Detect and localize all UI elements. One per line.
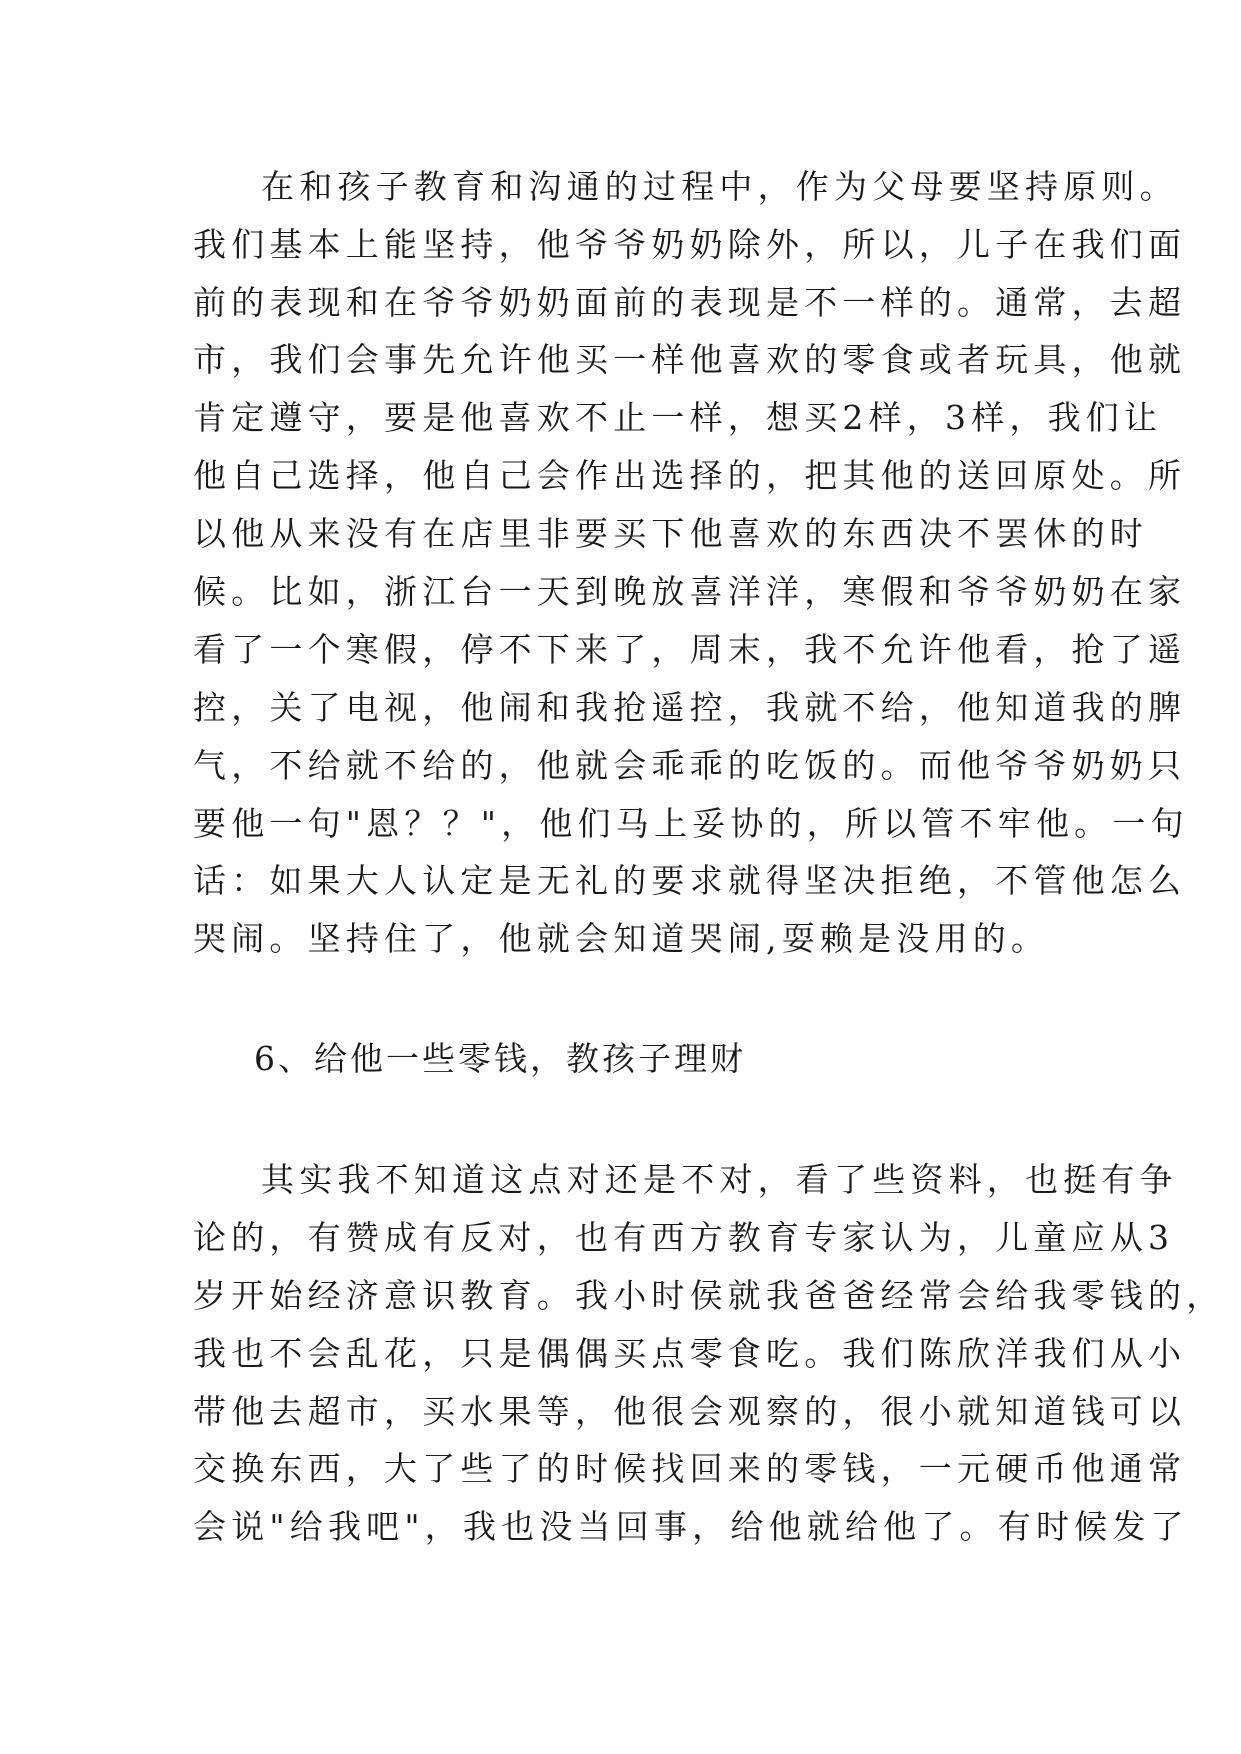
- paragraph-2-line-4: 我也不会乱花，只是偶偶买点零食吃。我们陈欣洋我们从小: [193, 1334, 1187, 1373]
- paragraph-2-line-3: 岁开始经济意识教育。我小时侯就我爸爸经常会给我零钱的，: [193, 1276, 1225, 1315]
- paragraph-1-line-2: 我们基本上能坚持，他爷爷奶奶除外，所以，儿子在我们面: [193, 225, 1187, 264]
- paragraph-1-line-4: 市，我们会事先允许他买一样他喜欢的零食或者玩具，他就: [193, 340, 1187, 379]
- paragraph-1-line-5: 肯定遵守，要是他喜欢不止一样，想买2样，3样，我们让: [193, 398, 1163, 437]
- paragraph-1-line-1: 在和孩子教育和沟通的过程中，作为父母要坚持原则。: [261, 167, 1178, 206]
- paragraph-1-line-9: 看了一个寒假，停不下来了，周末，我不允许他看，抢了遥: [193, 630, 1187, 669]
- paragraph-1-line-3: 前的表现和在爷爷奶奶面前的表现是不一样的。通常，去超: [193, 283, 1187, 322]
- paragraph-1-line-13: 话：如果大人认定是无礼的要求就得坚决拒绝，不管他怎么: [193, 861, 1187, 900]
- paragraph-1-line-14: 哭闹。坚持住了，他就会知道哭闹,耍赖是没用的。: [193, 919, 1050, 958]
- paragraph-2-line-2: 论的，有赞成有反对，也有西方教育专家认为，儿童应从3: [193, 1218, 1175, 1257]
- paragraph-1-line-12: 要他一句"恩？？"，他们马上妥协的，所以管不牢他。一句: [193, 804, 1189, 843]
- paragraph-2-line-5: 带他去超市，买水果等，他很会观察的，很小就知道钱可以: [193, 1392, 1187, 1431]
- paragraph-1-line-10: 控，关了电视，他闹和我抢遥控，我就不给，他知道我的脾: [193, 688, 1187, 727]
- paragraph-2-line-1: 其实我不知道这点对还是不对，看了些资料，也挺有争: [261, 1160, 1178, 1199]
- section-heading: 6、给他一些零钱，教孩子理财: [254, 1039, 746, 1078]
- paragraph-1-line-8: 候。比如，浙江台一天到晚放喜洋洋，寒假和爷爷奶奶在家: [193, 572, 1187, 611]
- paragraph-2-line-7: 会说"给我吧"，我也没当回事，给他就给他了。有时候发了: [193, 1507, 1189, 1546]
- paragraph-1-line-7: 以他从来没有在店里非要买下他喜欢的东西决不罢休的时: [193, 514, 1148, 553]
- paragraph-1-line-11: 气，不给就不给的，他就会乖乖的吃饭的。而他爷爷奶奶只: [193, 746, 1187, 785]
- paragraph-2-line-6: 交换东西，大了些了的时候找回来的零钱，一元硬币他通常: [193, 1449, 1187, 1488]
- paragraph-1-line-6: 他自己选择，他自己会作出选择的，把其他的送回原处。所: [193, 456, 1187, 495]
